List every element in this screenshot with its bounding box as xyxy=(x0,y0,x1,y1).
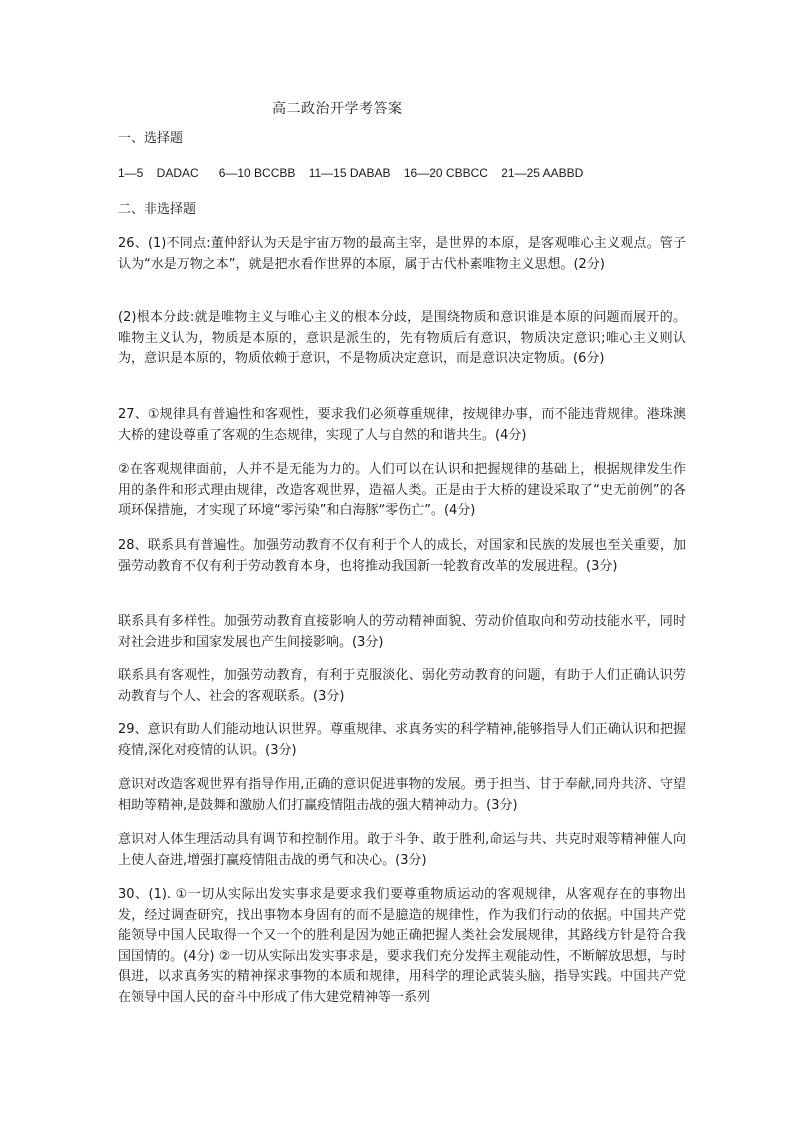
answer-29-1: 29、意识有助人们能动地认识世界。尊重规律、求真务实的科学精神,能够指导人们正确认识和把握疫情,深化对疫情的认识。(3分) xyxy=(118,722,686,758)
answer-29-2: 意识对改造客观世界有指导作用,正确的意识促进事物的发展。勇于担当、甘于奉献,同舟共济、守望相助等精神,是鼓舞和激励人们打赢疫情阻击战的强大精神动力。(3分) xyxy=(118,777,686,813)
section-heading-nonchoice: 二、非选择题 xyxy=(118,202,197,217)
answer-28-1: 28、联系具有普遍性。加强劳动教育不仅有利于个人的成长，对国家和民族的发展也至关重要，加强劳动教育不仅有利于劳动教育本身，也将推动我国新一轮教育改革的发展进程。(3分) xyxy=(118,538,686,574)
section-heading-choice: 一、选择题 xyxy=(118,131,184,146)
answer-27-2: ②在客观规律面前，人并不是无能为力的。人们可以在认识和把握规律的基础上，根据规律发生作用的条件和形式理由规律，改造客观世界，造福人类。正是由于大桥的建设采取了“史无前例”的各项环保措施，才实现了环境“零污染”和白海豚“零伤亡”。(4分) xyxy=(118,462,686,518)
answer-29-3: 意识对人体生理活动具有调节和控制作用。敢于斗争、敢于胜利,命运与共、共克时艰等精神催人向上使人奋进,增强打赢疫情阻击战的勇气和决心。(3分) xyxy=(118,832,686,868)
answer-30-1: 30、(1). ①一切从实际出发实事求是要求我们要尊重物质运动的客观规律，从客观存在的事物出发，经过调查研究，找出事物本身固有的而不是臆造的规律性，作为我们行动的依据。中国共产党能领导中国人民取得一个又一个的胜利是因为她正确把握人类社会发展规律，其路线方针是符合我国国情的。(4分) ②一切从实际出发实事求是，要求我们充分发挥主观能动性，不断解放思想，与时俱进，以求真务实的精神探求事物的本质和规律，用科学的理论武装头脑，指导实践。中国共产党在领导中国人民的奋斗中形成了伟大建党精神等一系列 xyxy=(118,887,686,1005)
answer-26-2: (2)根本分歧:就是唯物主义与唯心主义的根本分歧，是围绕物质和意识谁是本原的问题而展开的。唯物主义认为，物质是本原的，意识是派生的，先有物质后有意识，物质决定意识;唯心主义则认为，意识是本原的，物质依赖于意识，不是物质决定意识，而是意识决定物质。(6分) xyxy=(118,310,686,366)
answer-26-1: 26、(1)不同点:董仲舒认为天是宇宙万物的最高主宰，是世界的本原，是客观唯心主义观点。管子认为“水是万物之本”，就是把水看作世界的本原，属于古代朴素唯物主义思想。(2分) xyxy=(118,236,686,272)
answer-28-3: 联系具有客观性，加强劳动教育，有利于克服淡化、弱化劳动教育的问题，有助于人们正确认识劳动教育与个人、社会的客观联系。(3分) xyxy=(118,668,686,704)
choice-answers: 1—5 DADAC 6—10 BCCBB 11—15 DABAB 16—20 CBBCC 21—25 AABBD xyxy=(118,166,584,180)
document-title: 高二政治开学考答案 xyxy=(272,101,403,117)
answer-28-2: 联系具有多样性。加强劳动教育直接影响人的劳动精神面貌、劳动价值取向和劳动技能水平，同时对社会进步和国家发展也产生间接影响。(3分) xyxy=(118,614,686,650)
answer-27-1: 27、①规律具有普遍性和客观性，要求我们必须尊重规律，按规律办事，而不能违背规律。港珠澳大桥的建设尊重了客观的生态规律，实现了人与自然的和谐共生。(4分) xyxy=(118,407,686,443)
